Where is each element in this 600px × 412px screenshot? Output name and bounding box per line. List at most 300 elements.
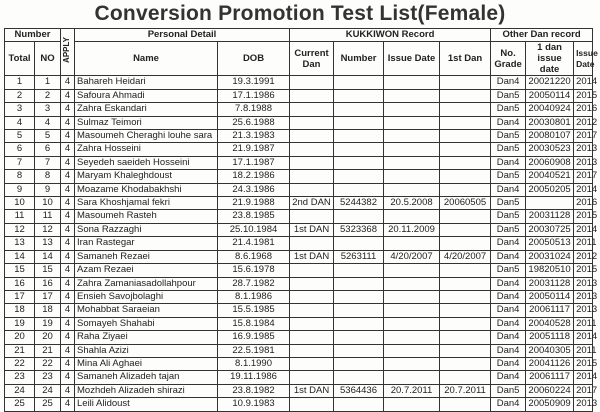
cell-issue-year: 2013: [574, 143, 593, 156]
cell-first-dan: 20.7.2011: [440, 384, 491, 397]
cell-issue-date: [384, 130, 440, 143]
cell-issue-date: [384, 89, 440, 102]
page-title: Conversion Promotion Test List(Female): [94, 2, 506, 25]
cell-no: 12: [35, 223, 61, 236]
header-personal-detail: Personal Detail: [75, 29, 290, 42]
table-row: [5, 103, 593, 116]
cell-current-dan: [290, 237, 334, 250]
cell-name: Mozhdeh Alizadeh shirazi: [75, 384, 218, 397]
cell-number: [334, 277, 384, 290]
cell-number: 5323368: [334, 223, 384, 236]
cell-grade: Dan4: [491, 371, 526, 384]
cell-one-dan-issue-date: 20030725: [526, 223, 574, 236]
cell-total: 18: [5, 304, 35, 317]
header-one-dan-issue-date: 1 dan issue date: [526, 42, 574, 76]
header-number: Number: [5, 29, 61, 42]
cell-first-dan: [440, 156, 491, 169]
cell-name: Seyedeh saeideh Hosseini: [75, 156, 218, 169]
cell-first-dan: [440, 210, 491, 223]
cell-no: 14: [35, 250, 61, 263]
cell-no: 10: [35, 197, 61, 210]
cell-one-dan-issue-date: 20050205: [526, 183, 574, 196]
cell-current-dan: [290, 156, 334, 169]
cell-total: 16: [5, 277, 35, 290]
cell-issue-date: [384, 290, 440, 303]
cell-grade: Dan5: [491, 170, 526, 183]
cell-name: Iran Rastegar: [75, 237, 218, 250]
cell-one-dan-issue-date: 20051118: [526, 331, 574, 344]
table-row: [5, 130, 593, 143]
cell-dob: 23.8.1985: [218, 210, 290, 223]
cell-issue-date: [384, 210, 440, 223]
cell-number: [334, 398, 384, 411]
cell-number: [334, 317, 384, 330]
cell-issue-date: [384, 237, 440, 250]
cell-name: Zahra Hosseini: [75, 143, 218, 156]
header-name: Name: [75, 42, 218, 76]
cell-dob: 24.3.1986: [218, 183, 290, 196]
cell-name: Masoumeh Cheraghi louhe sara: [75, 130, 218, 143]
cell-dob: 19.11.1986: [218, 371, 290, 384]
cell-issue-date: [384, 264, 440, 277]
cell-number: [334, 170, 384, 183]
cell-grade: Dan5: [491, 89, 526, 102]
cell-total: 21: [5, 344, 35, 357]
cell-total: 19: [5, 317, 35, 330]
table-row: [5, 357, 593, 370]
cell-issue-year: 2017: [574, 170, 593, 183]
cell-current-dan: [290, 398, 334, 411]
cell-first-dan: [440, 277, 491, 290]
cell-issue-year: 2013: [574, 398, 593, 411]
cell-total: 12: [5, 223, 35, 236]
cell-first-dan: [440, 264, 491, 277]
cell-name: Raha Ziyaei: [75, 331, 218, 344]
cell-issue-year: 2015: [574, 210, 593, 223]
header-current-dan: Current Dan: [290, 42, 334, 76]
table-row: [5, 170, 593, 183]
header-no-grade: No. Grade: [491, 42, 526, 76]
cell-dob: 8.1.1986: [218, 290, 290, 303]
cell-one-dan-issue-date: 20050909: [526, 398, 574, 411]
cell-number: 5244382: [334, 197, 384, 210]
cell-grade: Dan4: [491, 398, 526, 411]
cell-one-dan-issue-date: 20050114: [526, 89, 574, 102]
cell-dob: 18.2.1986: [218, 170, 290, 183]
table-row: [5, 197, 593, 210]
cell-current-dan: [290, 143, 334, 156]
cell-name: Safoura Ahmadi: [75, 89, 218, 102]
cell-dob: 7.8.1988: [218, 103, 290, 116]
cell-dob: 15.6.1978: [218, 264, 290, 277]
cell-first-dan: [440, 89, 491, 102]
cell-issue-date: [384, 357, 440, 370]
cell-issue-year: 2013: [574, 277, 593, 290]
cell-grade: Dan4: [491, 250, 526, 263]
cell-grade: Dan4: [491, 331, 526, 344]
cell-number: [334, 156, 384, 169]
cell-no: 20: [35, 331, 61, 344]
cell-no: 8: [35, 170, 61, 183]
cell-issue-year: 2016: [574, 197, 593, 210]
cell-one-dan-issue-date: 20031024: [526, 250, 574, 263]
header-kukkiwon-record: KUKKIWON Record: [290, 29, 491, 42]
cell-issue-date: [384, 156, 440, 169]
cell-apply: 4: [61, 143, 75, 156]
cell-name: Zahra Zamaniasadollahpour: [75, 277, 218, 290]
cell-no: 2: [35, 89, 61, 102]
cell-issue-date: [384, 170, 440, 183]
cell-issue-date: [384, 277, 440, 290]
cell-first-dan: [440, 130, 491, 143]
cell-total: 7: [5, 156, 35, 169]
table-row: [5, 143, 593, 156]
cell-total: 4: [5, 116, 35, 129]
cell-dob: 21.9.1987: [218, 143, 290, 156]
cell-number: [334, 264, 384, 277]
cell-no: 24: [35, 384, 61, 397]
cell-apply: 4: [61, 197, 75, 210]
cell-grade: Dan4: [491, 156, 526, 169]
cell-number: [334, 371, 384, 384]
table-body: [5, 76, 598, 411]
cell-one-dan-issue-date: 20031128: [526, 210, 574, 223]
cell-issue-date: [384, 116, 440, 129]
cell-issue-year: 2017: [574, 130, 593, 143]
cell-name: Leili Alidoust: [75, 398, 218, 411]
cell-no: 17: [35, 290, 61, 303]
cell-name: Azam Rezaei: [75, 264, 218, 277]
cell-issue-date: [384, 371, 440, 384]
cell-issue-year: 2014: [574, 183, 593, 196]
cell-issue-date: [384, 331, 440, 344]
cell-grade: Dan4: [491, 237, 526, 250]
cell-dob: 23.8.1982: [218, 384, 290, 397]
cell-number: [334, 237, 384, 250]
cell-issue-year: 2014: [574, 223, 593, 236]
cell-first-dan: [440, 331, 491, 344]
cell-grade: Dan5: [491, 223, 526, 236]
table-row: [5, 384, 593, 397]
cell-name: Sara Khoshjamal fekri: [75, 197, 218, 210]
cell-current-dan: [290, 331, 334, 344]
cell-total: 11: [5, 210, 35, 223]
cell-one-dan-issue-date: 20021220: [526, 76, 574, 89]
cell-issue-year: 2013: [574, 290, 593, 303]
cell-number: [334, 344, 384, 357]
cell-name: Moazame Khodabakhshi: [75, 183, 218, 196]
cell-apply: 4: [61, 130, 75, 143]
cell-current-dan: [290, 183, 334, 196]
cell-issue-year: 2015: [574, 357, 593, 370]
cell-total: 17: [5, 290, 35, 303]
cell-dob: 21.9.1988: [218, 197, 290, 210]
cell-issue-year: 2012: [574, 116, 593, 129]
cell-issue-year: 2015: [574, 264, 593, 277]
cell-grade: Dan5: [491, 197, 526, 210]
cell-one-dan-issue-date: 20050114: [526, 290, 574, 303]
cell-no: 3: [35, 103, 61, 116]
cell-apply: 4: [61, 371, 75, 384]
cell-number: [334, 103, 384, 116]
cell-issue-year: 2017: [574, 384, 593, 397]
table-row: [5, 89, 593, 102]
cell-total: 8: [5, 170, 35, 183]
cell-no: 16: [35, 277, 61, 290]
cell-name: Zahra Eskandari: [75, 103, 218, 116]
cell-grade: Dan5: [491, 130, 526, 143]
cell-apply: 4: [61, 170, 75, 183]
cell-issue-year: 2014: [574, 371, 593, 384]
cell-total: 9: [5, 183, 35, 196]
cell-one-dan-issue-date: 20061117: [526, 304, 574, 317]
cell-current-dan: [290, 317, 334, 330]
cell-dob: 8.1.1990: [218, 357, 290, 370]
cell-current-dan: [290, 344, 334, 357]
cell-total: 6: [5, 143, 35, 156]
cell-issue-year: 2013: [574, 304, 593, 317]
cell-one-dan-issue-date: 20060908: [526, 156, 574, 169]
cell-total: 24: [5, 384, 35, 397]
cell-issue-year: 2011: [574, 317, 593, 330]
cell-apply: 4: [61, 277, 75, 290]
header-row-bottom: [5, 42, 593, 76]
cell-current-dan: 2nd DAN: [290, 197, 334, 210]
cell-current-dan: 1st DAN: [290, 250, 334, 263]
header-first-dan: 1st Dan: [440, 42, 491, 76]
cell-no: 1: [35, 76, 61, 89]
cell-issue-date: [384, 317, 440, 330]
cell-number: [334, 183, 384, 196]
cell-current-dan: [290, 304, 334, 317]
cell-no: 22: [35, 357, 61, 370]
cell-number: [334, 89, 384, 102]
cell-issue-date: [384, 344, 440, 357]
cell-apply: 4: [61, 398, 75, 411]
cell-grade: Dan4: [491, 290, 526, 303]
cell-dob: 28.7.1982: [218, 277, 290, 290]
cell-grade: Dan4: [491, 304, 526, 317]
table-row: [5, 183, 593, 196]
cell-dob: 15.5.1985: [218, 304, 290, 317]
cell-no: 25: [35, 398, 61, 411]
cell-no: 11: [35, 210, 61, 223]
cell-grade: Dan5: [491, 384, 526, 397]
cell-grade: Dan4: [491, 357, 526, 370]
cell-apply: 4: [61, 264, 75, 277]
cell-apply: 4: [61, 290, 75, 303]
cell-one-dan-issue-date: 20050513: [526, 237, 574, 250]
cell-issue-year: 2011: [574, 237, 593, 250]
cell-total: 23: [5, 371, 35, 384]
cell-dob: 25.6.1988: [218, 116, 290, 129]
cell-total: 25: [5, 398, 35, 411]
cell-number: [334, 331, 384, 344]
cell-one-dan-issue-date: 20080107: [526, 130, 574, 143]
cell-name: Somayeh Shahabi: [75, 317, 218, 330]
cell-issue-date: 20.11.2009: [384, 223, 440, 236]
table-row: [5, 277, 593, 290]
cell-dob: 17.1.1987: [218, 156, 290, 169]
cell-issue-date: 20.5.2008: [384, 197, 440, 210]
cell-first-dan: [440, 290, 491, 303]
cell-apply: 4: [61, 344, 75, 357]
cell-current-dan: 1st DAN: [290, 223, 334, 236]
cell-grade: Dan5: [491, 264, 526, 277]
cell-one-dan-issue-date: 20040528: [526, 317, 574, 330]
cell-no: 21: [35, 344, 61, 357]
cell-first-dan: [440, 317, 491, 330]
cell-apply: 4: [61, 156, 75, 169]
header-total: Total: [5, 42, 35, 76]
cell-grade: Dan4: [491, 277, 526, 290]
cell-name: Maryam Khaleghdoust: [75, 170, 218, 183]
cell-apply: 4: [61, 237, 75, 250]
cell-one-dan-issue-date: 20061117: [526, 371, 574, 384]
cell-apply: 4: [61, 210, 75, 223]
cell-current-dan: 1st DAN: [290, 384, 334, 397]
cell-current-dan: [290, 89, 334, 102]
cell-no: 15: [35, 264, 61, 277]
cell-number: [334, 76, 384, 89]
cell-total: 10: [5, 197, 35, 210]
cell-dob: 8.6.1968: [218, 250, 290, 263]
cell-total: 1: [5, 76, 35, 89]
cell-issue-date: [384, 103, 440, 116]
cell-issue-year: 2014: [574, 331, 593, 344]
header-no: NO: [35, 42, 61, 76]
table-row: [5, 250, 593, 263]
cell-name: Sona Razzaghi: [75, 223, 218, 236]
cell-issue-year: 2012: [574, 250, 593, 263]
table-row: [5, 344, 593, 357]
cell-first-dan: [440, 143, 491, 156]
cell-grade: Dan5: [491, 143, 526, 156]
cell-first-dan: [440, 116, 491, 129]
cell-issue-date: [384, 398, 440, 411]
cell-name: Shahla Azizi: [75, 344, 218, 357]
cell-current-dan: [290, 290, 334, 303]
cell-one-dan-issue-date: 19820510: [526, 264, 574, 277]
cell-apply: 4: [61, 331, 75, 344]
cell-dob: 10.9.1983: [218, 398, 290, 411]
cell-current-dan: [290, 277, 334, 290]
cell-number: 5364436: [334, 384, 384, 397]
cell-dob: 19.3.1991: [218, 76, 290, 89]
cell-number: [334, 143, 384, 156]
cell-no: 19: [35, 317, 61, 330]
cell-issue-year: 2014: [574, 76, 593, 89]
cell-grade: Dan4: [491, 76, 526, 89]
table-row: [5, 398, 593, 411]
header-issue-date: Issue Date: [384, 42, 440, 76]
header-apply: [61, 29, 75, 76]
cell-first-dan: [440, 183, 491, 196]
cell-no: 6: [35, 143, 61, 156]
cell-first-dan: [440, 237, 491, 250]
cell-total: 5: [5, 130, 35, 143]
cell-apply: 4: [61, 223, 75, 236]
cell-dob: 21.3.1983: [218, 130, 290, 143]
cell-first-dan: [440, 344, 491, 357]
cell-apply: 4: [61, 89, 75, 102]
table-row: [5, 290, 593, 303]
cell-number: [334, 357, 384, 370]
header-dob: DOB: [218, 42, 290, 76]
cell-current-dan: [290, 371, 334, 384]
cell-issue-date: [384, 76, 440, 89]
cell-issue-year: 2011: [574, 344, 593, 357]
cell-one-dan-issue-date: 20040305: [526, 344, 574, 357]
cell-one-dan-issue-date: 20040521: [526, 170, 574, 183]
cell-total: 3: [5, 103, 35, 116]
cell-name: Mina Ali Aghaei: [75, 357, 218, 370]
cell-apply: 4: [61, 357, 75, 370]
cell-first-dan: [440, 103, 491, 116]
cell-dob: 21.4.1981: [218, 237, 290, 250]
table-row: [5, 210, 593, 223]
table-row: [5, 331, 593, 344]
cell-total: 2: [5, 89, 35, 102]
cell-no: 23: [35, 371, 61, 384]
cell-current-dan: [290, 130, 334, 143]
cell-first-dan: [440, 76, 491, 89]
cell-dob: 15.8.1984: [218, 317, 290, 330]
promotion-table: [4, 28, 598, 412]
cell-issue-date: [384, 304, 440, 317]
cell-total: 13: [5, 237, 35, 250]
header-number-col: Number: [334, 42, 384, 76]
cell-one-dan-issue-date: 20030801: [526, 116, 574, 129]
cell-one-dan-issue-date: 20031128: [526, 277, 574, 290]
cell-current-dan: [290, 210, 334, 223]
cell-first-dan: [440, 357, 491, 370]
cell-current-dan: [290, 170, 334, 183]
cell-first-dan: [440, 223, 491, 236]
cell-no: 4: [35, 116, 61, 129]
cell-total: 22: [5, 357, 35, 370]
cell-current-dan: [290, 116, 334, 129]
cell-issue-year: 2013: [574, 156, 593, 169]
table-row: [5, 116, 593, 129]
cell-dob: 22.5.1981: [218, 344, 290, 357]
cell-first-dan: [440, 398, 491, 411]
cell-name: Samaneh Rezaei: [75, 250, 218, 263]
cell-name: Samaneh Alizadeh tajan: [75, 371, 218, 384]
cell-number: 5263111: [334, 250, 384, 263]
cell-current-dan: [290, 103, 334, 116]
header-issue-date2: Issue Date: [574, 42, 593, 76]
table-row: [5, 304, 593, 317]
cell-one-dan-issue-date: 20041126: [526, 357, 574, 370]
cell-apply: 4: [61, 76, 75, 89]
cell-issue-year: 2016: [574, 103, 593, 116]
cell-name: Sulmaz Teimori: [75, 116, 218, 129]
cell-total: 14: [5, 250, 35, 263]
cell-dob: 25.10.1984: [218, 223, 290, 236]
cell-current-dan: [290, 264, 334, 277]
cell-grade: Dan5: [491, 210, 526, 223]
cell-grade: Dan5: [491, 103, 526, 116]
cell-apply: 4: [61, 116, 75, 129]
cell-issue-date: [384, 183, 440, 196]
cell-apply: 4: [61, 384, 75, 397]
header-row-top: [5, 29, 593, 42]
cell-total: 20: [5, 331, 35, 344]
header-other-dan-record: Other Dan record: [491, 29, 593, 42]
cell-number: [334, 290, 384, 303]
cell-no: 5: [35, 130, 61, 143]
